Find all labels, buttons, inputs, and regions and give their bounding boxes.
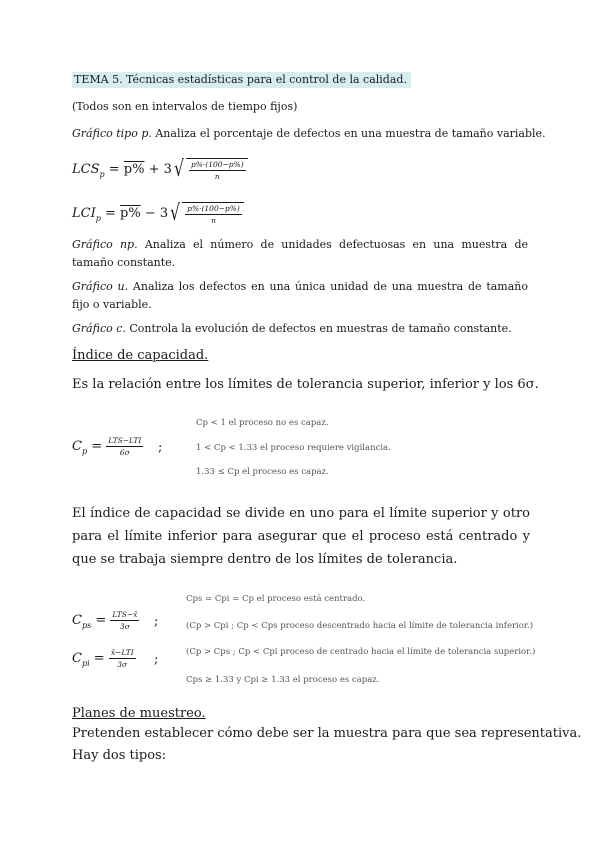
grafico-c-paragraph (72, 322, 512, 335)
grafico-np-label: Gráfico np. (72, 238, 138, 251)
cps-condition: (Cp > Cpi ; Cp < Cps proceso descentrado hacia el límite de tolerancia inferior.) (186, 621, 534, 631)
grafico-u-paragraph (72, 278, 528, 314)
cps-separator: ; (154, 614, 159, 629)
cpi-eq: = (89, 651, 109, 666)
lcs-num: p%·(100−p%) (190, 160, 244, 169)
cpi-formula (72, 648, 136, 669)
cp-condition: 1 < Cp < 1.33 el proceso requiere vigilancia. (196, 443, 391, 453)
cpi-separator: ; (154, 652, 159, 667)
grafico-p-paragraph (72, 127, 546, 140)
lci-sub: p (95, 214, 101, 223)
cps-formula (72, 610, 139, 631)
lci-bar: p% (120, 206, 141, 221)
lcs-eq: = (108, 162, 124, 177)
lci-den: n (211, 216, 216, 225)
planes-text: Pretenden establecer cómo debe ser la muestra para que sea representativa. (72, 726, 582, 741)
cps-condition: Cps = Cpi = Cp el proceso está centrado. (186, 594, 366, 604)
cps-condition: (Cp > Cps ; Cp < Cpi proceso de centrado hacia el límite de tolerancia superior.) (186, 647, 536, 657)
lcs-den: n (214, 172, 220, 181)
lci-op: − 3 (140, 206, 169, 221)
cp-lhs: C (72, 439, 82, 454)
cp-eq: = (87, 439, 107, 454)
lcs-lhs: LCS (72, 162, 100, 177)
lci-num: p%·(100−p%) (187, 204, 240, 213)
hay-dos-text: Hay dos tipos: (72, 748, 167, 763)
grafico-np-text: Analiza el número de unidades defectuosas en una muestra de tamaño constante. (72, 238, 529, 269)
indice-text: Es la relación entre los límites de tolerancia superior, inferior y los 6σ. (72, 377, 539, 392)
cpi-den: 3σ (117, 660, 128, 669)
cps-sub: ps (81, 621, 92, 630)
grafico-u-text: Analiza los defectos en una única unidad de una muestra de tamaño fijo o variable. (72, 280, 528, 311)
grafico-u-label: Gráfico u. (72, 280, 129, 293)
grafico-p-text: Analiza el porcentaje de defectos en una muestra de tamaño variable. (151, 127, 546, 140)
cps-condition: Cps ≥ 1.33 y Cpi ≥ 1.33 el proceso es capaz. (186, 675, 380, 685)
grafico-c-text: Controla la evolución de defectos en muestras de tamaño constante. (125, 322, 512, 335)
cpi-lhs: C (72, 651, 82, 666)
lci-lhs: LCI (72, 206, 96, 221)
sqrt-icon: √ (174, 156, 184, 182)
lcs-sub: p (99, 170, 105, 179)
lcs-bar: p% (123, 162, 145, 177)
cp-num: LTS−LTI (108, 436, 142, 445)
cps-eq: = (91, 613, 111, 628)
cp-condition: Cp < 1 el proceso no es capaz. (196, 418, 329, 428)
planes-heading: Planes de muestreo. (72, 706, 206, 721)
lci-eq: = (104, 206, 121, 221)
cp-condition: 1.33 ≤ Cp el proceso es capaz. (196, 467, 329, 477)
cps-den: 3σ (119, 622, 130, 631)
grafico-np-paragraph (72, 236, 528, 272)
lcs-op: + 3 (144, 162, 172, 177)
cpi-sub: pi (81, 659, 90, 668)
cp-sub: p (81, 447, 88, 456)
subtitle: (Todos son en intervalos de tiempo fijos) (72, 100, 298, 113)
grafico-c-label: Gráfico c. (72, 322, 126, 335)
indice-text-2: El índice de capacidad se divide en uno para el límite superior y otro para el límite inferior para asegurar que el proceso está centrado y que se trabaja siempre dentro de los límites de tolerancia. (72, 506, 530, 567)
cp-formula (72, 436, 143, 457)
cp-separator: ; (158, 440, 163, 455)
lcs-formula (72, 158, 248, 181)
grafico-p-label: Gráfico tipo p. (72, 127, 152, 140)
cpi-num: x̄−LTI (110, 648, 134, 657)
page-title: TEMA 5. Técnicas estadísticas para el control de la calidad. (72, 72, 411, 88)
indice-heading: Índice de capacidad. (72, 348, 209, 363)
lci-formula (72, 202, 244, 225)
cps-lhs: C (72, 613, 82, 628)
cps-num: LTS−x̄ (112, 610, 138, 619)
sqrt-icon: √ (170, 200, 181, 226)
cp-den: 6σ (119, 448, 130, 457)
